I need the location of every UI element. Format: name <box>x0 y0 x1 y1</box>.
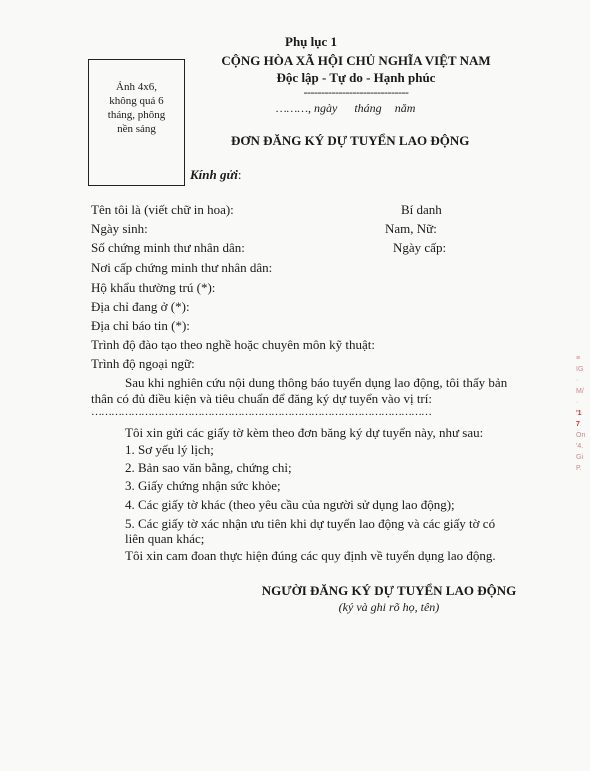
edge-mark: Gi <box>576 454 583 461</box>
edge-mark: IG <box>576 366 584 373</box>
photo-placeholder-line: không quá 6 <box>109 95 164 107</box>
field-issue-place: Nơi cấp chứng minh thư nhân dân: <box>91 260 273 275</box>
attachment-item: 2. Bản sao văn bằng, chứng chỉ; <box>125 460 292 475</box>
date-prefix: ………, <box>276 101 315 115</box>
date-day: ngày <box>314 101 338 115</box>
field-id-number: Số chứng minh thư nhân dân: <box>91 240 245 255</box>
header-rule: ------------------------------ <box>303 85 409 99</box>
field-full-name: Tên tôi là (viết chữ in hoa): <box>91 202 234 217</box>
date-month: tháng <box>354 101 382 115</box>
attachment-item-continuation: liên quan khác; <box>125 531 205 546</box>
attachment-item: 1. Sơ yếu lý lịch; <box>125 442 214 457</box>
edge-mark: · <box>576 399 579 406</box>
date-line <box>276 101 415 116</box>
commitment-statement: Tôi xin cam đoan thực hiện đúng các quy định về tuyển dụng lao động. <box>125 548 496 563</box>
attachment-item: 5. Các giấy tờ xác nhận ưu tiên khi dự tuyển lao động và các giấy tờ có <box>125 516 496 531</box>
edge-marks <box>576 353 590 472</box>
field-mail-address: Địa chỉ báo tin (*): <box>91 318 190 333</box>
form-title: ĐƠN ĐĂNG KÝ DỰ TUYỂN LAO ĐỘNG <box>231 133 470 148</box>
field-language-level: Trình độ ngoại ngữ: <box>91 356 195 371</box>
edge-mark: On <box>576 432 586 439</box>
field-alias: Bí danh <box>401 202 442 217</box>
signature-title: NGƯỜI ĐĂNG KÝ DỰ TUYỂN LAO ĐỘNG <box>261 583 517 598</box>
addressee <box>190 167 242 183</box>
attachment-item: 3. Giấy chứng nhận sức khỏe; <box>125 478 281 493</box>
edge-mark: M/ <box>576 388 584 395</box>
field-permanent-address: Hộ khẩu thường trú (*): <box>91 280 216 295</box>
signature-note: (ký và ghi rõ họ, tên) <box>338 600 440 614</box>
edge-mark: 7 <box>576 421 580 428</box>
date-year: năm <box>394 101 416 115</box>
edge-mark: ≡ <box>576 355 581 362</box>
attachments-intro: Tôi xin gửi các giấy tờ kèm theo đơn băng ký dự tuyển này, như sau: <box>125 425 484 440</box>
addressee-colon: : <box>237 167 242 182</box>
field-current-address: Địa chỉ đang ở (*): <box>91 299 190 314</box>
dotted-position-line: ………………………………………………………………………………………… <box>91 406 431 418</box>
photo-placeholder <box>88 59 185 186</box>
photo-placeholder-line: tháng, phông <box>107 109 166 121</box>
photo-placeholder-line: Ảnh 4x6, <box>116 81 157 93</box>
appendix-label: Phụ lục 1 <box>285 34 338 49</box>
edge-mark: · <box>576 377 579 384</box>
field-gender: Nam, Nữ: <box>385 221 437 236</box>
field-training-level: Trình độ đào tạo theo nghề hoặc chuyên môn kỹ thuật: <box>91 337 376 352</box>
country-heading: CỘNG HÒA XÃ HỘI CHỦ NGHĨA VIỆT NAM <box>221 53 491 68</box>
attachment-item: 4. Các giấy tờ khác (theo yêu cầu của người sử dụng lao động); <box>125 497 455 512</box>
photo-placeholder-line: nền sáng <box>117 123 156 135</box>
body-paragraph-line: thân có đủ điều kiện và tiêu chuẩn để đăng ký dự tuyển vào vị trí: <box>91 391 432 406</box>
edge-mark: P. <box>576 465 582 472</box>
edge-mark: '4. <box>576 443 584 450</box>
field-birth-date: Ngày sinh: <box>91 221 148 236</box>
addressee-label: Kính gửi <box>190 167 238 182</box>
field-issue-date: Ngày cấp: <box>393 240 447 255</box>
body-paragraph-line: Sau khi nghiên cứu nội dung thông báo tuyển dụng lao động, tôi thấy bản <box>125 375 508 390</box>
edge-mark: '1 <box>576 410 582 417</box>
motto: Độc lập - Tự do - Hạnh phúc <box>276 70 436 85</box>
